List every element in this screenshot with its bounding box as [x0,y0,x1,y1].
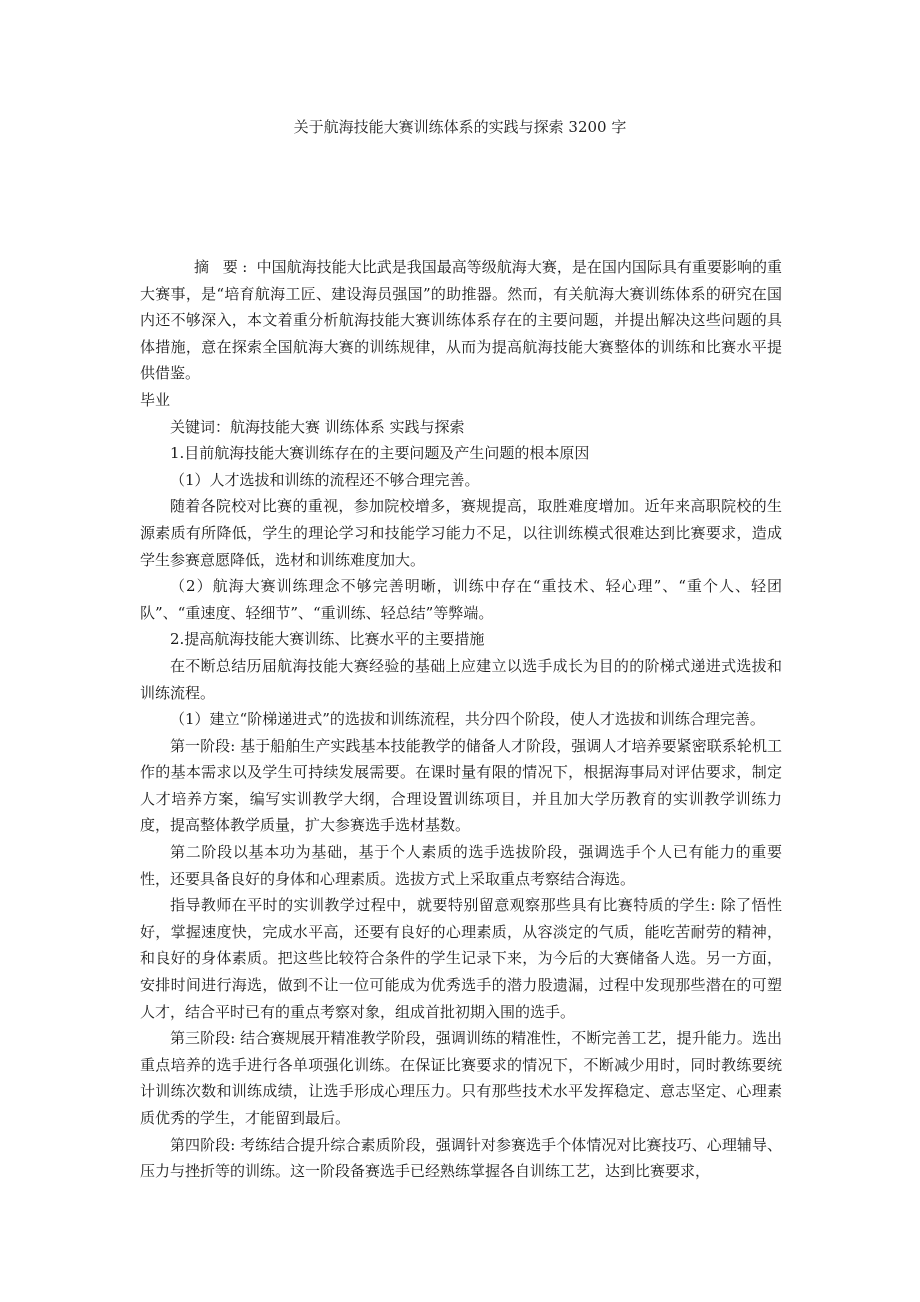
stage-one-paragraph: 第一阶段: 基于船舶生产实践基本技能教学的储备人才阶段，强调人才培养要紧密联系轮机工作的基本需求以及学生可持续发展需要。在课时量有限的情况下，根据海事局对评估要求，制定人才培养方案，编写实训教学大纲，合理设置训练项目，并且加大学历教育的实训教学训练力度，提高整体教学质量，扩大参赛选手选材基数。 [140,736,782,835]
stage-four-paragraph: 第四阶段: 考练结合提升综合素质阶段，强调针对参赛选手个体情况对比赛技巧、心理辅导、压力与挫折等的训练。这一阶段备赛选手已经熟练掌握各自训练工艺，达到比赛要求， [140,1135,782,1181]
stray-text: 毕业 [140,390,171,409]
document-title: 关于航海技能大赛训练体系的实践与探索 3200 字 [293,118,627,136]
document-body [140,254,782,1185]
subheading-2-1: （1）建立“阶梯递进式”的选拔和训练流程，共分四个阶段，使人才选拔和训练合理完善。 [170,710,765,729]
abstract-label: 摘 要: [194,258,252,276]
section-heading-1: 1.目前航海技能大赛训练存在的主要问题及产生问题的根本原因 [170,444,590,463]
stage-two-paragraph: 第二阶段以基本功为基础，基于个人素质的选手选拔阶段，强调选手个人已有能力的重要性，还要具备良好的身体和心理素质。选拔方式上采取重点考察结合海选。 [140,843,782,888]
section-heading-2: 2.提高航海技能大赛训练、比赛水平的主要措施 [170,630,485,649]
body-paragraph: 指导教师在平时的实训教学过程中，就要特别留意观察那些具有比赛特质的学生: 除了悟性好，掌握速度快，完成水平高，还要有良好的心理素质，从容淡定的气质，能吃苦耐劳的精神，和良好的身体素质。把这些比较符合条件的学生记录下来，为今后的大赛储备人选。另一方面，安排时间进行海选，做到不让一位可能成为优秀选手的潜力股遗漏，过程中发现那些潜在的可塑人才，结合平时已有的重点考察对象，组成首批初期入围的选手。 [140,896,782,1021]
abstract-paragraph [140,254,782,387]
body-paragraph: 在不断总结历届航海技能大赛经验的基础上应建立以选手成长为目的的阶梯式递进式选拔和训练流程。 [140,656,782,702]
body-paragraph: 随着各院校对比赛的重视，参加院校增多，赛规提高，取胜难度增加。近年来高职院校的生源素质有所降低，学生的理论学习和技能学习能力不足，以往训练模式很难达到比赛要求，造成学生参赛意愿降低，选材和训练难度加大。 [140,497,782,569]
subheading-1-2: （2）航海大赛训练理念不够完善明晰，训练中存在“重技术、轻心理”、“重个人、轻团队”、“重速度、轻细节”、“重训练、轻总结”等弊端。 [140,577,782,622]
abstract-text: 中国航海技能大比武是我国最高等级航海大赛，是在国内国际具有重要影响的重大赛事，是“培育航海工匠、建设海员强国”的助推器。然而，有关航海大赛训练体系的研究在国内还不够深入，本文着重分析航海技能大赛训练体系存在的主要问题，并提出解决这些问题的具体措施，意在探索全国航海大赛的训练规律，从而为提高航海技能大赛整体的训练和比赛水平提供借鉴。 [140,258,782,383]
subheading-1-1: （1）人才选拔和训练的流程还不够合理完善。 [170,470,480,489]
keywords-line: 关键词：航海技能大赛 训练体系 实践与探索 [170,417,465,436]
stage-three-paragraph: 第三阶段: 结合赛规展开精准教学阶段，强调训练的精准性，不断完善工艺，提升能力。选出重点培养的选手进行各单项强化训练。在保证比赛要求的情况下，不断减少用时，同时教练要统计训练次数和训练成绩，让选手形成心理压力。只有那些技术水平发挥稳定、意志坚定、心理素质优秀的学生，才能留到最后。 [140,1029,782,1127]
